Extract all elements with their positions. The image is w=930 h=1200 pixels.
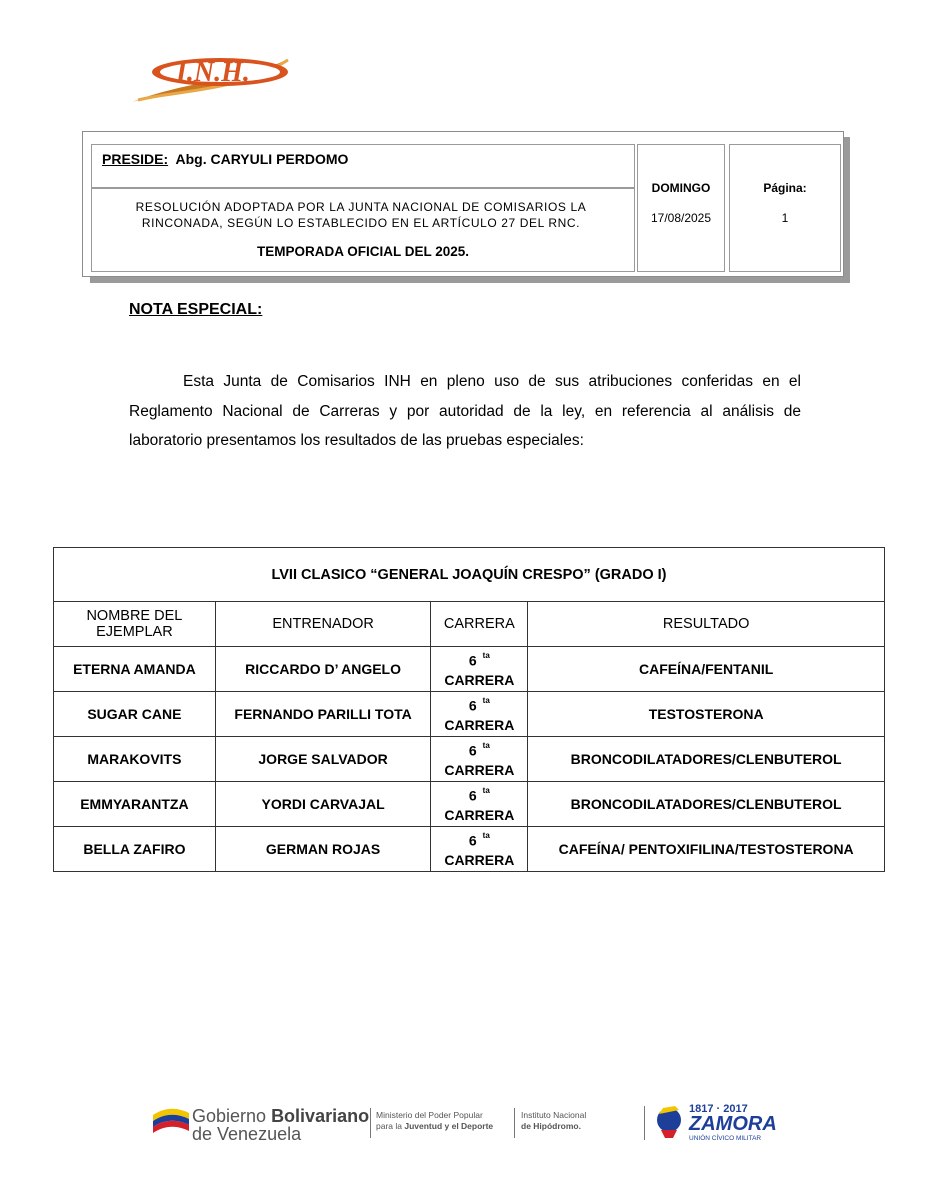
zamora-years: 1817 · 2017: [689, 1103, 748, 1115]
header-horse-line2: EJEMPLAR: [96, 624, 173, 640]
results-table: [53, 547, 885, 872]
trainer-name: FERNANDO PARILLI TOTA: [215, 692, 431, 737]
footer-divider: [644, 1106, 645, 1140]
table-row: [54, 782, 885, 827]
horse-name: SUGAR CANE: [54, 692, 216, 737]
race-number: 6: [468, 832, 477, 849]
race-number: 6: [468, 697, 477, 714]
race-word: CARRERA: [444, 807, 515, 824]
test-result: BRONCODILATADORES/CLENBUTEROL: [528, 737, 885, 782]
logo-text: I.N.H.: [176, 57, 250, 88]
race-ordinal: ta: [482, 740, 490, 750]
ministry-text: [376, 1110, 493, 1132]
header-horse: [54, 602, 216, 647]
gob-line2: de Venezuela: [192, 1124, 302, 1144]
race-ordinal: ta: [482, 695, 490, 705]
race-cell: [431, 647, 528, 692]
table-title-row: [54, 548, 885, 602]
institute-text: [521, 1110, 586, 1132]
race-cell: [431, 782, 528, 827]
race-ordinal: ta: [482, 650, 490, 660]
zamora-logo: [653, 1100, 783, 1142]
trainer-name: GERMAN ROJAS: [215, 827, 431, 872]
trainer-name: RICCARDO D’ ANGELO: [215, 647, 431, 692]
table-row: [54, 737, 885, 782]
resolution-header: [82, 131, 844, 277]
gob-line1-b: Bolivariano: [271, 1106, 370, 1126]
date-value: 17/08/2025: [650, 211, 712, 225]
race-word: CARRERA: [444, 852, 515, 869]
resolution-text: RESOLUCIÓN ADOPTADA POR LA JUNTA NACIONAL DE COMISARIOS LA RINCONADA, SEGÚN LO ESTABLECIDO EN EL ARTÍCULO 27 DEL RNC.: [135, 200, 587, 230]
inh-logo: [128, 50, 298, 110]
venezuela-flag-icon: [151, 1105, 191, 1137]
body-paragraph: [129, 367, 801, 456]
preside-cell: [91, 144, 635, 188]
table-header-row: [54, 602, 885, 647]
zamora-sub: UNIÓN CÍVICO MILITAR: [689, 1135, 762, 1142]
footer-divider: [370, 1108, 371, 1138]
day-label: DOMINGO: [651, 181, 711, 195]
paragraph-text: Esta Junta de Comisarios INH en pleno uso de sus atribuciones conferidas en el Reglamento Nacional de Carreras y por autoridad de la ley, en referencia al análisis de laboratorio presentamos los resultados de las pruebas especiales:: [129, 373, 801, 449]
header-trainer: ENTRENADOR: [215, 602, 431, 647]
gobierno-bolivariano-text: [192, 1107, 369, 1143]
race-ordinal: ta: [482, 785, 490, 795]
trainer-name: YORDI CARVAJAL: [215, 782, 431, 827]
race-word: CARRERA: [444, 717, 515, 734]
table-row: [54, 647, 885, 692]
header-result: RESULTADO: [528, 602, 885, 647]
page-number: 1: [781, 211, 789, 225]
institute-line1: Instituto Nacional: [521, 1110, 587, 1120]
test-result: CAFEÍNA/FENTANIL: [528, 647, 885, 692]
table-title: LVII CLASICO “GENERAL JOAQUÍN CRESPO” (GRADO I): [54, 548, 885, 602]
resolution-cell: [91, 188, 635, 272]
page-cell: [729, 144, 841, 272]
race-cell: [431, 827, 528, 872]
footer-divider: [514, 1108, 515, 1138]
preside-label: PRESIDE:: [102, 151, 169, 167]
race-word: CARRERA: [444, 672, 515, 689]
ministry-line2-a: para la: [376, 1121, 405, 1131]
race-cell: [431, 692, 528, 737]
horse-name: EMMYARANTZA: [54, 782, 216, 827]
race-number: 6: [468, 787, 477, 804]
ministry-line1: Ministerio del Poder Popular: [376, 1110, 483, 1120]
table-row: [54, 827, 885, 872]
zamora-name: ZAMORA: [689, 1113, 777, 1135]
season-title: TEMPORADA OFICIAL DEL 2025.: [256, 244, 470, 259]
page-label: Página:: [763, 181, 807, 195]
institute-line2: de Hipódromo.: [521, 1121, 581, 1131]
horse-name: BELLA ZAFIRO: [54, 827, 216, 872]
horse-name: MARAKOVITS: [54, 737, 216, 782]
header-race: CARRERA: [431, 602, 528, 647]
race-word: CARRERA: [444, 762, 515, 779]
header-horse-line1: NOMBRE DEL: [86, 608, 183, 624]
race-number: 6: [468, 652, 477, 669]
preside-name: Abg. CARYULI PERDOMO: [175, 151, 349, 167]
ministry-line2-b: Juventud y el Deporte: [404, 1121, 494, 1131]
test-result: TESTOSTERONA: [528, 692, 885, 737]
gob-line1-a: Gobierno: [192, 1106, 272, 1126]
table-row: [54, 692, 885, 737]
test-result: CAFEÍNA/ PENTOXIFILINA/TESTOSTERONA: [528, 827, 885, 872]
race-ordinal: ta: [482, 830, 490, 840]
horse-name: ETERNA AMANDA: [54, 647, 216, 692]
day-cell: [637, 144, 725, 272]
trainer-name: JORGE SALVADOR: [215, 737, 431, 782]
race-cell: [431, 737, 528, 782]
race-number: 6: [468, 742, 477, 759]
nota-title: NOTA ESPECIAL:: [129, 301, 263, 318]
test-result: BRONCODILATADORES/CLENBUTEROL: [528, 782, 885, 827]
